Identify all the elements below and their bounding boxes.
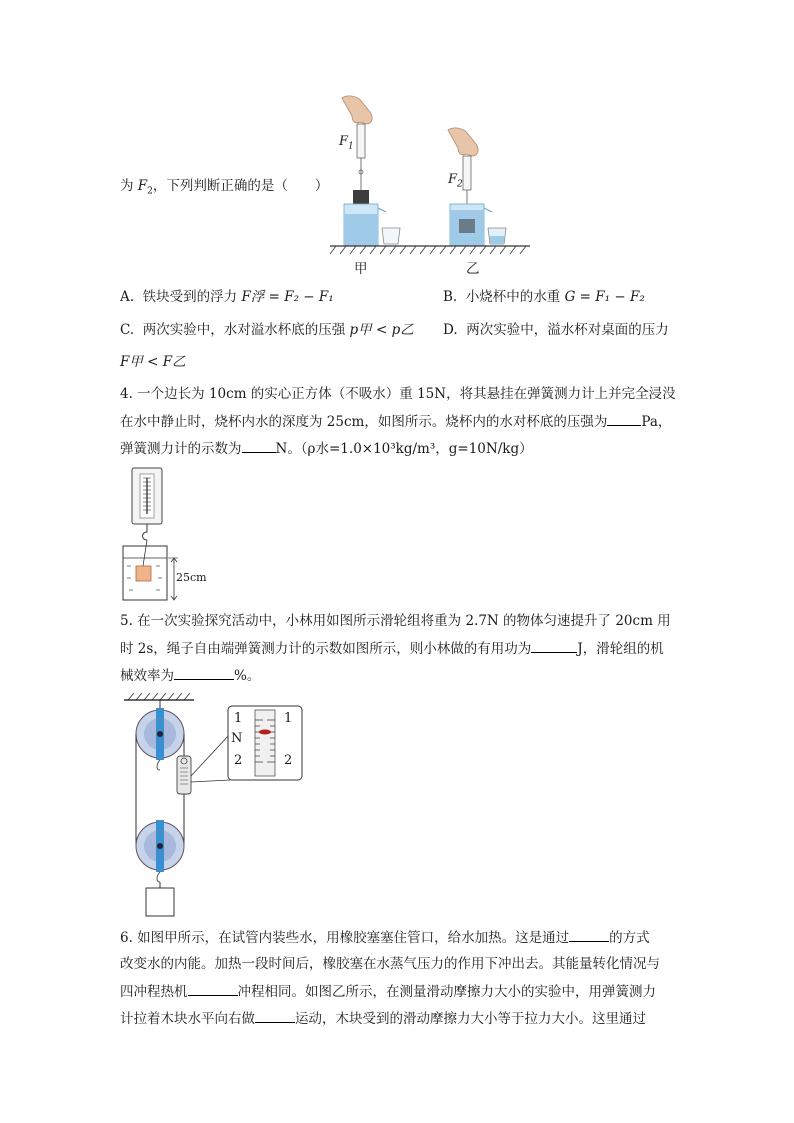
hand-left (342, 96, 372, 124)
q5-blank-work[interactable] (531, 638, 577, 653)
q6-line4: 计拉着木块水平向右做 运动，木块受到的滑动摩擦力大小等于拉力大小。这里通过 (120, 1008, 646, 1029)
q3-figure (330, 94, 530, 274)
q6-blank-method[interactable] (569, 927, 609, 942)
q4-blank-reading[interactable] (242, 438, 276, 453)
f2-label: $F_2$ (448, 172, 463, 190)
spring-scale-left (357, 124, 365, 158)
q6-line2: 改变水的内能。加热一段时间后，橡胶塞在水蒸气压力的作用下冲出去。其能量转化情况与 (120, 956, 660, 972)
hand-right (448, 128, 478, 156)
scale-pointer (259, 730, 271, 735)
iron-block-left (353, 190, 369, 204)
rope-spring-scale (177, 756, 191, 794)
cube (136, 566, 151, 581)
q4-line1: 4. 一个边长为 10cm 的实心正方体（不吸水）重 15N，将其悬挂在弹簧测力计上并完全浸没 (120, 386, 676, 402)
q5-line3: 械效率为 %。 (120, 665, 260, 686)
iron-block-right (459, 219, 475, 233)
q3-option-c: C. 两次实验中，水对溢水杯底的压强 p甲 < p乙 (120, 322, 414, 338)
q4-line2: 在水中静止时，烧杯内水的深度为 25cm，如图所示。烧杯内的水对杯底的压强为 Pa， (120, 411, 671, 432)
q6-line3: 四冲程热机 冲程相同。如图乙所示，在测量滑动摩擦力大小的实验中，用弹簧测力 (120, 981, 656, 1002)
caption-jia: 甲 (354, 261, 368, 277)
q3-option-b: B. 小烧杯中的水重 G = F₁ − F₂ (443, 289, 645, 305)
q5-line2: 时 2s，绳子自由端弹簧测力计的示数如图所示，则小林做的有用功为 J，滑轮组的机 (120, 638, 664, 659)
q5-blank-efficiency[interactable] (174, 665, 234, 680)
caption-yi: 乙 (466, 261, 480, 277)
depth-label: 25cm (176, 571, 207, 584)
q3-option-a: A. 铁块受到的浮力 F浮 = F₂ − F₁ (120, 289, 334, 305)
spring-scale-right (463, 156, 471, 190)
q6-blank-stroke[interactable] (188, 981, 238, 996)
scale-bottom-right: 2 (284, 753, 293, 768)
q5-line1: 5. 在一次实验探究活动中，小林用如图所示滑轮组将重为 2.7N 的物体匀速提升了 20cm 用 (120, 613, 671, 629)
q3-stem: 为 $F_2$，下列判断正确的是（ ） (120, 178, 329, 197)
q5-figure (118, 690, 312, 918)
scale-top-left: 1 (234, 711, 243, 726)
scale-bottom-left: 2 (234, 753, 243, 768)
small-beaker-left (382, 228, 400, 244)
q3-option-d: D. 两次实验中，溢水杯对桌面的压力 (443, 322, 669, 338)
q4-line3: 弹簧测力计的示数为 N。（ρ水=1.0×10³kg/m³，g=10N/kg） (120, 438, 533, 459)
q3-option-d-formula: F甲 < F乙 (120, 354, 186, 370)
scale-unit: N (231, 731, 243, 746)
f1-label: $F_1$ (339, 134, 354, 152)
q4-blank-pressure[interactable] (607, 411, 641, 426)
load-block (146, 888, 174, 916)
scale-top-right: 1 (284, 711, 293, 726)
q6-line1: 6. 如图甲所示，在试管内装些水，用橡胶塞塞住管口，给水加热。这是通过 的方式 (120, 927, 650, 948)
q6-blank-motion[interactable] (255, 1008, 295, 1023)
